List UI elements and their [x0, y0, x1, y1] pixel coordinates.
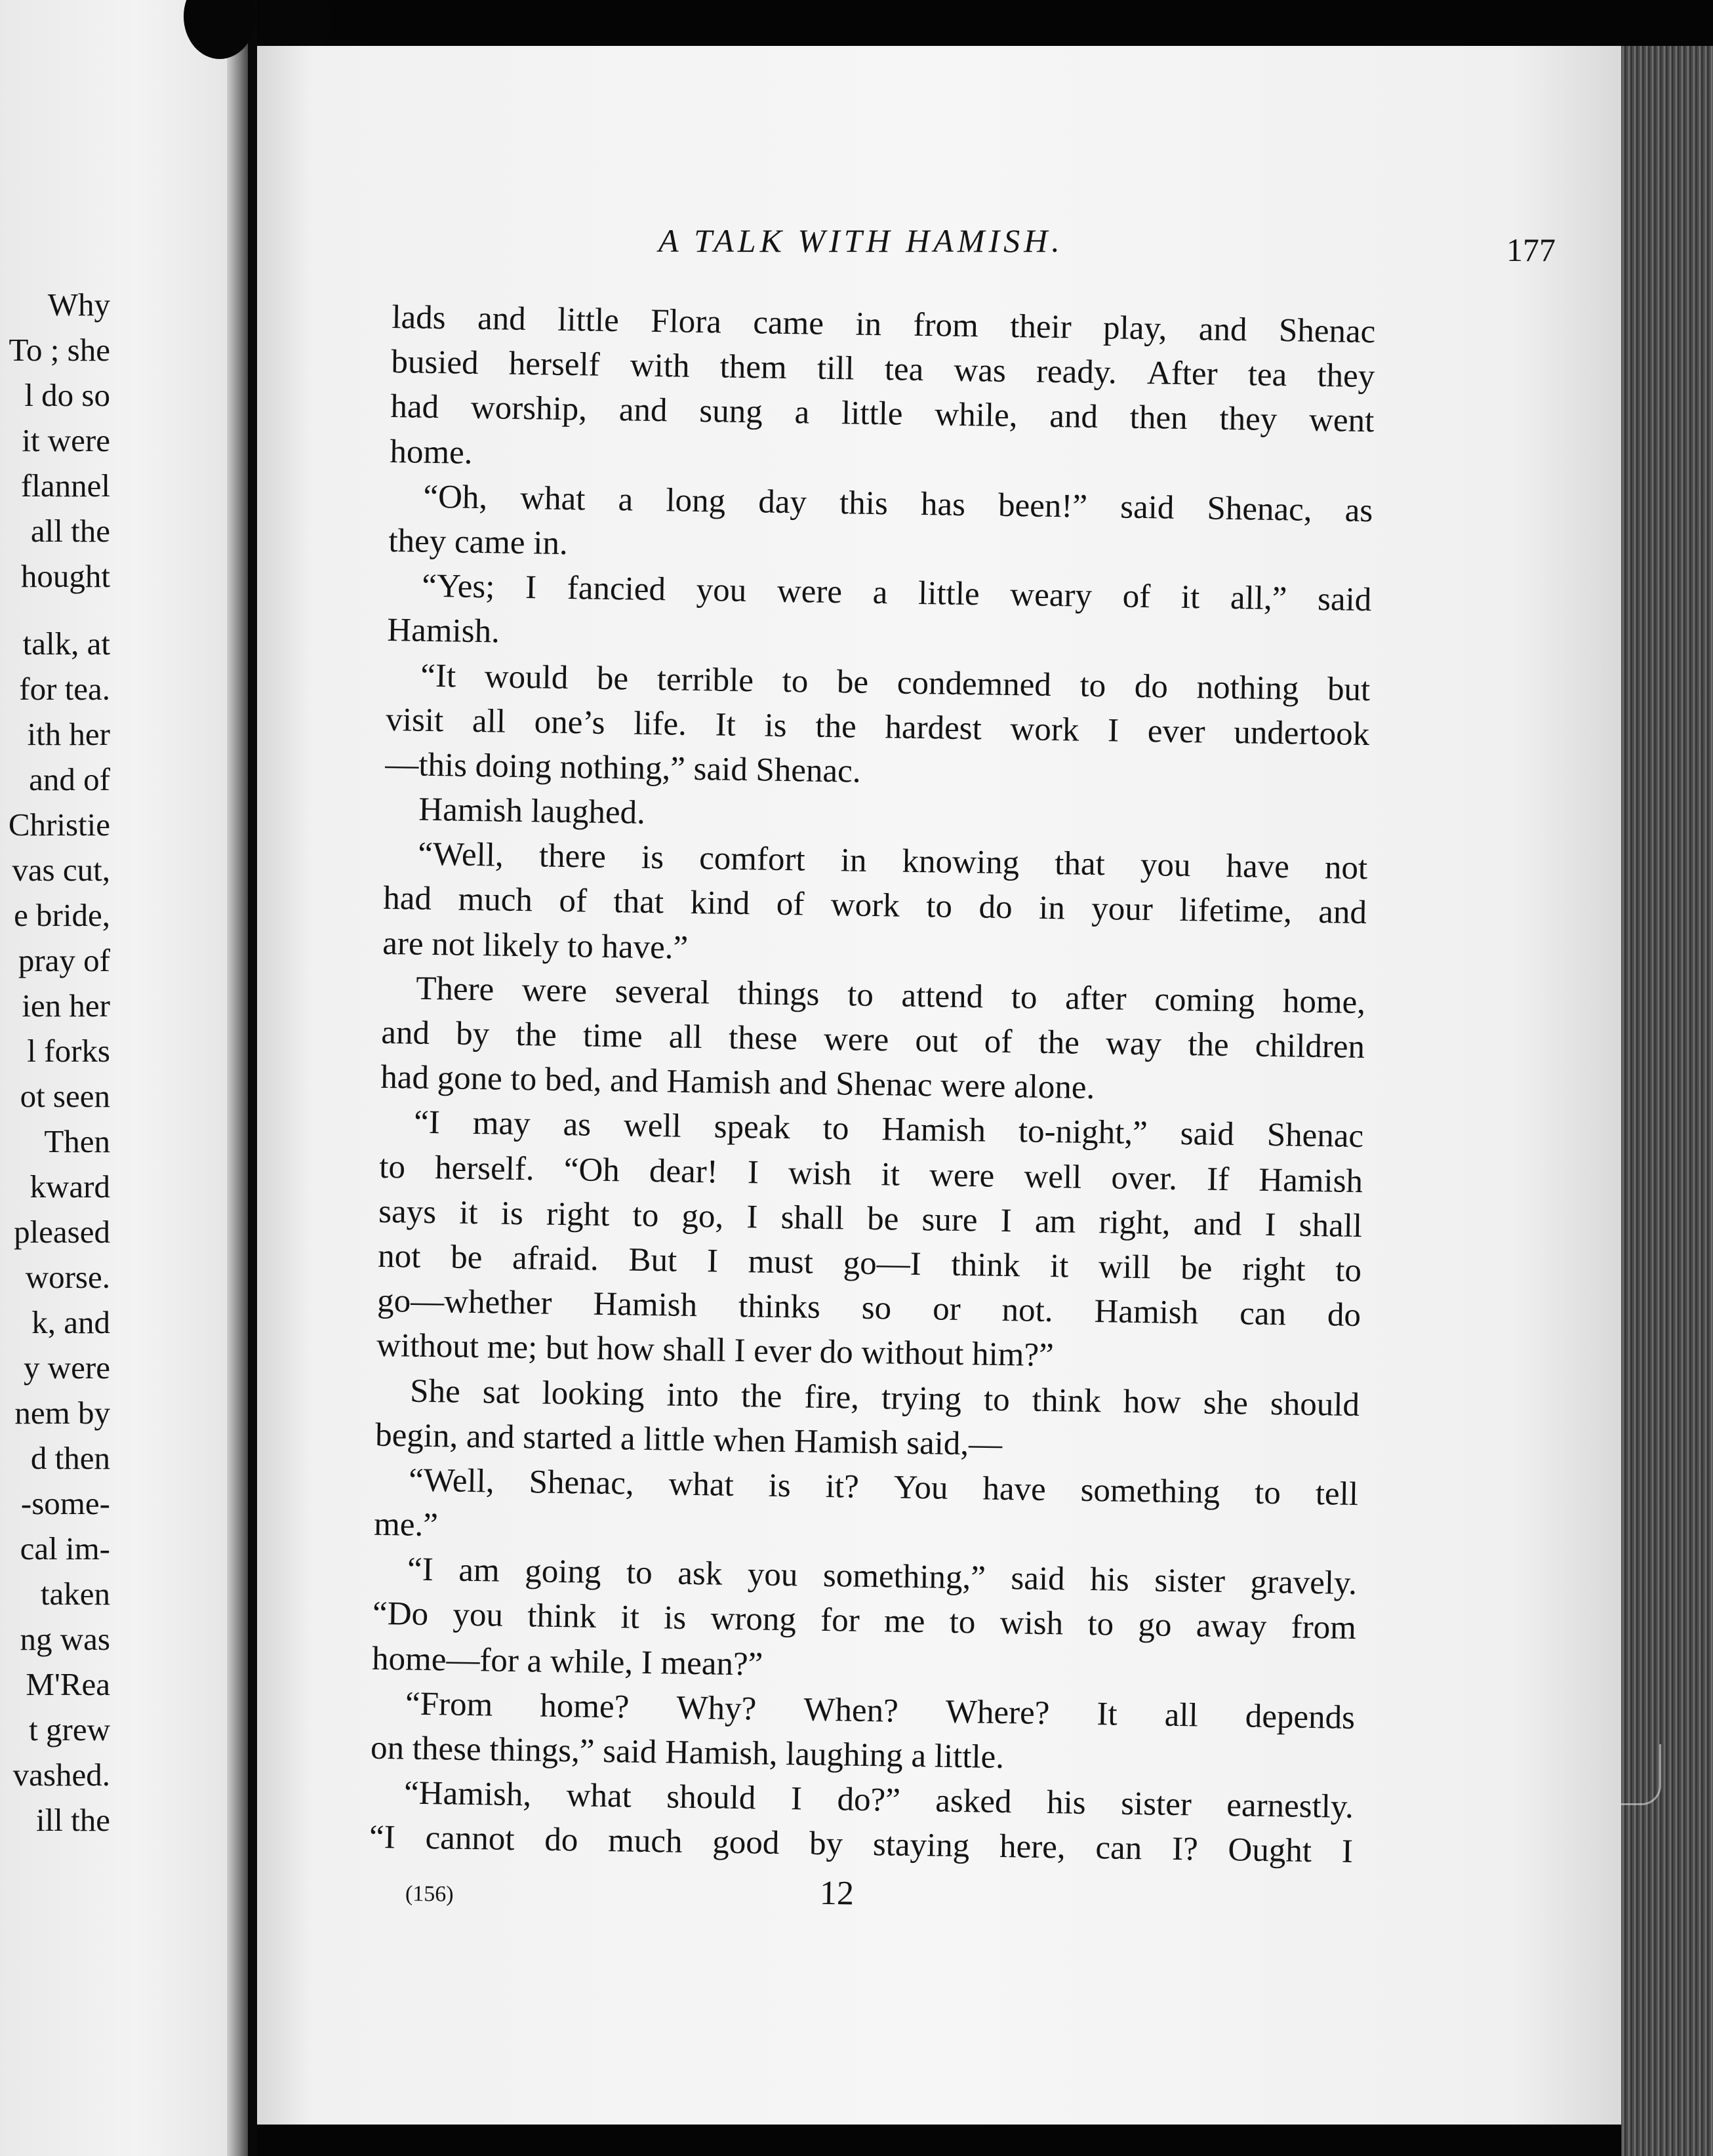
bottom-folio: 12: [819, 1874, 855, 1913]
left-page-line: Then: [44, 1123, 110, 1159]
left-page-line: l forks: [27, 1033, 110, 1069]
left-page-line: ith her: [27, 716, 110, 752]
text-line: home—for a while, I mean?”: [371, 1640, 763, 1683]
page-number: 177: [1506, 231, 1556, 268]
left-page-line: nem by: [14, 1395, 110, 1431]
left-page-line: and of: [29, 761, 110, 797]
left-page-line: cal im-: [20, 1530, 110, 1567]
left-page-line: it were: [22, 422, 110, 458]
left-page-line: pleased: [14, 1214, 110, 1250]
left-page-line: ill the: [36, 1802, 110, 1838]
text-line: There were several things to attend to after coming home,: [415, 970, 1366, 1021]
text-line: “It would be terrible to be condemned to do nothing but: [420, 657, 1371, 708]
page-edges: [1621, 46, 1713, 2156]
left-page-line: hought: [20, 558, 110, 594]
text-line: to herself. “Oh dear! I wish it were well over. If Hamish: [378, 1148, 1363, 1200]
running-head: [257, 222, 1556, 268]
left-page-line: -some-: [20, 1485, 110, 1521]
text-line: “From home? Why? When? Where? It all depends: [405, 1685, 1356, 1736]
left-page-line: kward: [30, 1168, 110, 1205]
text-line: says it is right to go, I shall be sure I am right, and I shall: [378, 1193, 1363, 1245]
left-page-line: Why: [47, 287, 110, 323]
text-line: me.”: [373, 1506, 439, 1544]
left-page-line: pray of: [18, 942, 110, 978]
text-line: they came in.: [388, 522, 569, 562]
text-line: on these things,” said Hamish, laughing a little.: [370, 1729, 1005, 1776]
text-line: had gone to bed, and Hamish and Shenac were alone.: [380, 1059, 1095, 1107]
text-line: had worship, and sung a little while, and then they went: [390, 388, 1375, 440]
text-line: and by the time all these were out of the way the children: [380, 1014, 1365, 1066]
left-page-line: M'Rea: [26, 1666, 110, 1702]
text-line: “Well, Shenac, what is it? You have something to tell: [408, 1462, 1359, 1513]
text-line: Hamish laughed.: [418, 791, 646, 831]
text-line: “Yes; I fancied you were a little weary of it all,” said: [422, 567, 1372, 619]
text-line: not be afraid. But I must go—I think it will be right to: [377, 1237, 1362, 1290]
left-page-line: y were: [24, 1349, 110, 1386]
text-line: “I am going to ask you something,” said his sister gravely.: [407, 1551, 1358, 1603]
left-page-line: worse.: [25, 1259, 110, 1295]
text-line: —this doing nothing,” said Shenac.: [384, 746, 861, 790]
left-page-line: ot seen: [20, 1078, 110, 1114]
text-line: busied herself with them till tea was ready. After tea they: [391, 344, 1375, 395]
text-line: “Do you think it is wrong for me to wish to go away from: [372, 1595, 1357, 1647]
text-line: had much of that kind of work to do in your lifetime, and: [382, 880, 1367, 932]
text-line: “I may as well speak to Hamish to-night,” said Shenac: [413, 1104, 1364, 1155]
left-page-line: vashed.: [12, 1757, 110, 1793]
text-line: go—whether Hamish thinks so or not. Hamish can do: [376, 1282, 1361, 1334]
left-page-line: l do so: [24, 377, 110, 413]
text-line: “Hamish, what should I do?” asked his sister earnestly.: [403, 1774, 1354, 1826]
text-line: visit all one’s life. It is the hardest work I ever undertook: [385, 701, 1370, 753]
left-page-line: all the: [30, 513, 110, 549]
left-page-text: [9, 282, 110, 1843]
running-title: A TALK WITH HAMISH.: [658, 222, 1064, 259]
text-line: are not likely to have.”: [382, 925, 689, 967]
text-line: home.: [390, 433, 473, 471]
text-line: She sat looking into the fire, trying to think how she should: [409, 1372, 1360, 1424]
left-page-line: Christie: [8, 807, 110, 843]
spine-line: [248, 0, 257, 2156]
left-page-line: d then: [30, 1440, 110, 1476]
left-page-line: talk, at: [22, 626, 110, 662]
text-line: without me; but how shall I ever do without him?”: [376, 1327, 1055, 1374]
text-line: “Well, there is comfort in knowing that you have not: [417, 835, 1368, 887]
left-page-line: taken: [40, 1576, 110, 1612]
left-page-line: [9, 599, 110, 621]
left-page-line: k, and: [31, 1304, 110, 1340]
signature-mark: (156): [405, 1881, 454, 1907]
left-page-line: e bride,: [14, 897, 110, 933]
left-page-line: ng was: [20, 1621, 110, 1657]
left-page-line: for tea.: [19, 671, 110, 707]
text-line: lads and little Flora came in from their play, and Shenac: [392, 298, 1376, 351]
text-line: Hamish.: [386, 612, 500, 650]
body-text: [369, 295, 1376, 1875]
left-page-line: flannel: [20, 468, 110, 504]
left-page-line: To ; she: [9, 332, 110, 368]
left-page-line: t grew: [29, 1711, 110, 1747]
text-line: “I cannot do much good by staying here, can I? Ought I: [369, 1819, 1354, 1871]
left-page-line: vas cut,: [12, 852, 110, 888]
left-page-line: ien her: [22, 988, 110, 1024]
text-line: “Oh, what a long day this has been!” said Shenac, as: [423, 478, 1373, 529]
text-line: begin, and started a little when Hamish said,—: [374, 1416, 1003, 1463]
edge-mark: [1620, 1744, 1661, 1805]
